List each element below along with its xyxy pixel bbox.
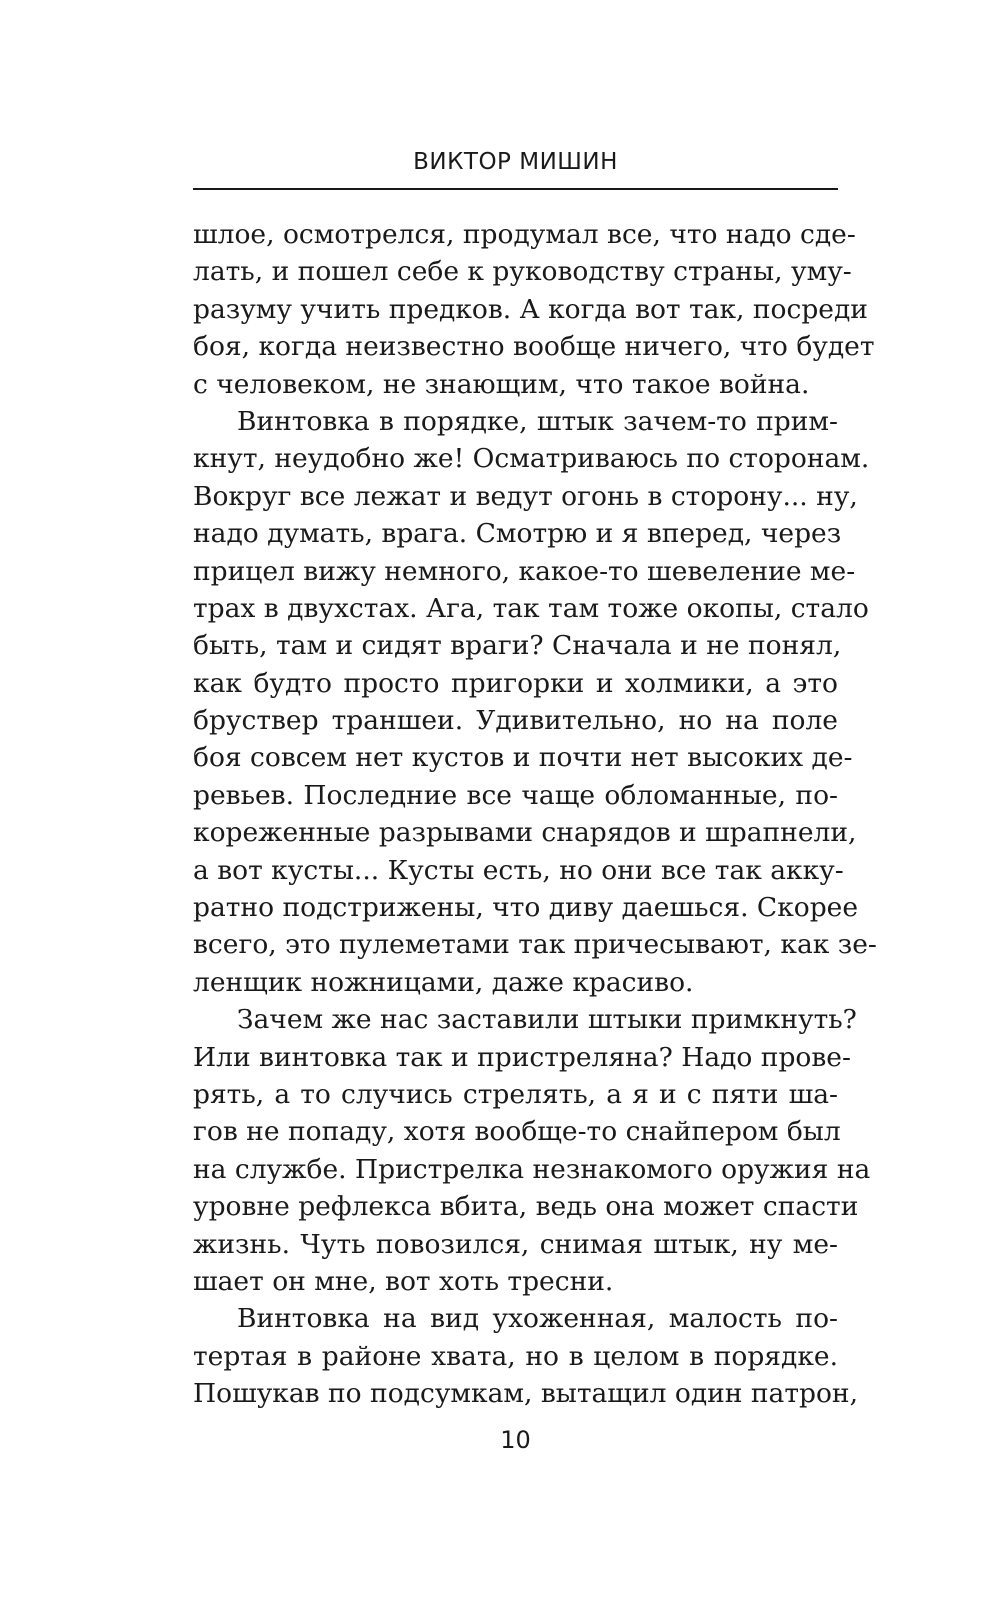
text-line: бруствер траншеи. Удивительно, но на поле [193,705,838,737]
text-line: лать, и пошел себе к руководству страны, уму- [193,256,852,288]
running-head-author: ВИКТОР МИШИН [413,149,618,175]
text-line: жизнь. Чуть повозился, снимая штык, ну ме- [193,1228,838,1260]
text-line: шлое, осмотрелся, продумал все, что надо сде- [193,219,856,250]
text-line: Или винтовка так и пристреляна? Надо прове- [193,1041,851,1073]
text-line: трах в двухстах. Ага, так там тоже окопы, стало [193,592,869,624]
text-line: как будто просто пригорки и холмики, а это [193,667,838,699]
text-line: надо думать, врага. Смотрю и я вперед, через [193,518,842,550]
text-line: Винтовка в порядке, штык зачем-то прим- [237,405,838,437]
body-text [193,216,877,1413]
text-line: кнут, неудобно же! Осматриваюсь по сторонам. [193,443,870,475]
text-line: прицел вижу немного, какое-то шевеление ме- [193,555,856,587]
text-line: гов не попаду, хотя вообще-то снайпером был [193,1116,841,1148]
text-line: рять, а то случись стрелять, а я и с пяти ша- [193,1078,838,1110]
text-line: уровне рефлекса вбита, ведь она может спасти [193,1191,859,1223]
text-line: ленщик ножницами, даже красиво. [193,966,694,998]
page-number: 10 [500,1426,531,1454]
text-line: боя совсем нет кустов и почти нет высоких де- [193,742,853,774]
text-line: кореженные разрывами снарядов и шрапнели, [193,817,857,849]
header-rule [193,188,838,190]
text-line: ревьев. Последние все чаще обломанные, по- [193,779,838,811]
text-line: Зачем же нас заставили штыки примкнуть? [237,1004,857,1036]
text-line: Винтовка на вид ухоженная, малость по- [237,1303,838,1335]
text-line: ратно подстрижены, что диву даешься. Скорее [193,892,859,924]
text-line: быть, там и сидят враги? Сначала и не понял, [193,630,842,662]
text-line: Пошукав по подсумкам, вытащил один патрон, [193,1378,859,1410]
text-line: боя, когда неизвестно вообще ничего, что будет [193,331,875,363]
text-line: всего, это пулеметами так причесывают, как зе- [193,929,877,961]
text-line: с человеком, не знающим, что такое война. [193,368,810,400]
text-line: тертая в районе хвата, но в целом в порядке. [193,1340,838,1372]
text-line: Вокруг все лежат и ведут огонь в сторону... ну, [193,480,858,512]
text-line: на службе. Пристрелка незнакомого оружия на [193,1153,871,1185]
text-line: а вот кусты... Кусты есть, но они все так акку- [193,854,844,886]
text-line: шает он мне, вот хоть тресни. [193,1265,614,1297]
text-line: разуму учить предков. А когда вот так, посреди [193,293,868,325]
